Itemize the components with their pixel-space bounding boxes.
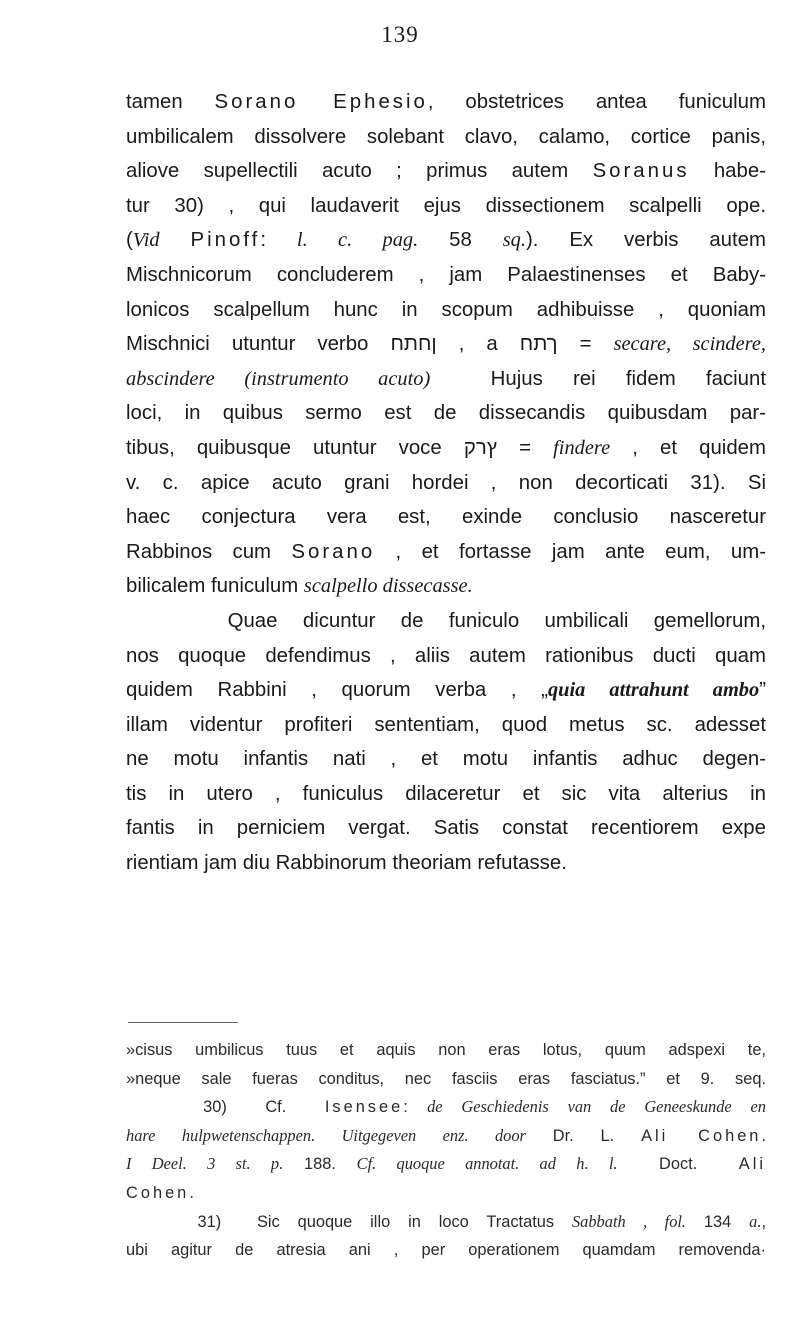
footnote-line: [126, 1122, 766, 1151]
text-run: 58: [418, 229, 503, 252]
emphasis-text: sq.: [502, 229, 526, 252]
text-run: , et fortasse jam ante eum, um-: [375, 540, 766, 563]
footnote-line: [126, 1179, 766, 1208]
text-run: rientiam jam diu Rabbinorum theoriam refutasse.: [126, 852, 567, 875]
text-line: [126, 258, 766, 293]
text-run: Dr. L.: [525, 1126, 642, 1145]
emphasis-text: a.: [749, 1211, 762, 1231]
text-line: [126, 431, 766, 466]
footnotes-block: [126, 1036, 766, 1265]
text-run: Mischnici utuntur verbo ‏ןחתח‏ , a ‏ךתח‏ =: [126, 333, 614, 356]
text-line: [126, 327, 766, 362]
author-name: Ali: [738, 1155, 766, 1174]
text-run: ne motu infantis nati , et motu infantis adhuc degen-: [126, 748, 766, 771]
text-run: nos quoque defendimus , aliis autem rationibus ducti quam: [126, 644, 766, 667]
text-run: 31) Sic quoque illo in loco Tractatus: [126, 1212, 572, 1231]
text-line: [126, 85, 766, 120]
text-run: haec conjectura vera est, exinde conclusio nasceretur: [126, 506, 766, 529]
text-run: 188.: [283, 1155, 357, 1174]
text-run: ,: [761, 1212, 767, 1231]
text-run: :: [260, 229, 297, 252]
emphasis-text: Vid: [132, 229, 160, 252]
text-run: ”: [759, 679, 766, 702]
text-line: [126, 673, 766, 708]
emphasis-text: findere: [553, 436, 611, 459]
text-run: tis in utero , funiculus dilaceretur et sic vita alterius in: [126, 782, 766, 805]
text-line: [126, 639, 766, 674]
emphasis-text: de Geschiedenis van de Geneeskunde en: [427, 1097, 766, 1117]
emphasis-text: Sabbath , fol.: [571, 1211, 687, 1231]
main-text-block: [126, 85, 766, 881]
text-run: Mischnicorum concluderem , jam Palaestinenses et Baby-: [126, 263, 766, 286]
emphasis-text: abscindere (instrumento acuto): [126, 367, 431, 390]
text-run: ). Ex verbis autem: [525, 229, 767, 252]
text-run: Rabbinos cum: [126, 540, 292, 563]
emphasis-text: quia attrahunt ambo: [547, 679, 760, 702]
text-run: umbilicalem dissolvere solebant clavo, calamo, cortice panis,: [126, 125, 766, 148]
text-line: [126, 120, 766, 155]
text-run: (: [126, 229, 133, 252]
text-run: tamen: [126, 91, 215, 113]
text-run: ubi agitur de atresia ani , per operationem quamdam removenda·: [126, 1241, 766, 1260]
text-run: bilicalem funiculum: [126, 575, 304, 598]
text-run: Doct.: [617, 1155, 739, 1174]
text-line: [126, 189, 766, 224]
author-name: Pinoff: [190, 229, 261, 252]
text-run: lonicos scalpellum hunc in scopum adhibuisse , quoniam: [126, 298, 766, 321]
emphasis-text: Cf. quoque annotat. ad h. l.: [356, 1154, 618, 1174]
text-run: habe-: [689, 160, 766, 183]
text-line: [126, 500, 766, 535]
text-run: loci, in quibus sermo est de dissecandis quibusdam par-: [126, 402, 766, 425]
text-run: :: [403, 1098, 428, 1117]
text-run: 30) Cf.: [126, 1098, 325, 1117]
footnote-line: [126, 1236, 766, 1265]
text-run: quidem Rabbini , quorum verba , „: [126, 679, 548, 702]
text-line: [126, 293, 766, 328]
text-line: [126, 742, 766, 777]
footnote-line: [126, 1036, 766, 1065]
footnote-divider: [128, 1022, 238, 1023]
text-line: [126, 535, 766, 570]
author-name: Sorano: [291, 540, 376, 563]
text-line: [126, 846, 766, 881]
footnote-line: [126, 1093, 766, 1122]
text-line: [126, 777, 766, 812]
text-run: tibus, quibusque utuntur voce ‏ץרק‏ =: [126, 436, 554, 459]
emphasis-text: l. c. pag.: [296, 229, 419, 252]
text-line: [126, 708, 766, 743]
text-run: Quae dicuntur de funiculo umbilicali gemellorum,: [126, 609, 766, 632]
text-run: tur 30) , qui laudaverit ejus dissectionem scalpelli ope.: [126, 194, 766, 217]
footnote-line: [126, 1208, 766, 1237]
text-line: [126, 569, 766, 604]
text-line: [126, 811, 766, 846]
author-name: Ali Cohen: [641, 1126, 762, 1145]
emphasis-text: secare, scindere,: [613, 333, 767, 356]
text-run: .: [189, 1183, 194, 1202]
text-run: , et quidem: [610, 436, 766, 459]
text-run: illam videntur profiteri sententiam, quod metus sc. adesset: [126, 713, 766, 736]
text-line: [126, 362, 766, 397]
text-run: v. c. apice acuto grani hordei , non decorticati 31). Si: [126, 471, 766, 494]
text-run: »neque sale fueras conditus, nec fasciis eras fasciatus.” et 9. seq.: [126, 1069, 766, 1088]
text-line: [126, 396, 766, 431]
footnote-line: [126, 1065, 766, 1094]
page-number: 139: [381, 22, 419, 47]
author-name: Soranus: [592, 160, 690, 183]
author-name: Sorano Ephesio: [214, 91, 428, 113]
emphasis-text: scalpello dissecasse.: [303, 575, 473, 598]
author-name: Isensee: [324, 1098, 404, 1117]
emphasis-text: hare hulpwetenschappen. Uitgegeven enz. door: [126, 1125, 526, 1145]
text-run: , obstetrices antea funiculum: [427, 91, 767, 113]
author-name: Cohen: [126, 1183, 190, 1202]
text-line: [126, 223, 766, 258]
text-run: Hujus rei fidem faciunt: [430, 367, 766, 390]
text-run: »cisus umbilicus tuus et aquis non eras lotus, quum adspexi te,: [126, 1041, 766, 1059]
text-run: fantis in perniciem vergat. Satis constat recentiorem expe: [126, 817, 766, 840]
text-line: [126, 466, 766, 501]
footnote-line: [126, 1150, 766, 1179]
text-line: [126, 604, 766, 639]
text-run: .: [761, 1126, 766, 1145]
emphasis-text: I Deel. 3 st. p.: [126, 1154, 284, 1174]
text-run: 134: [686, 1212, 750, 1231]
text-line: [126, 154, 766, 189]
text-run: aliove supellectili acuto ; primus autem: [126, 160, 593, 183]
text-run: [160, 229, 191, 251]
